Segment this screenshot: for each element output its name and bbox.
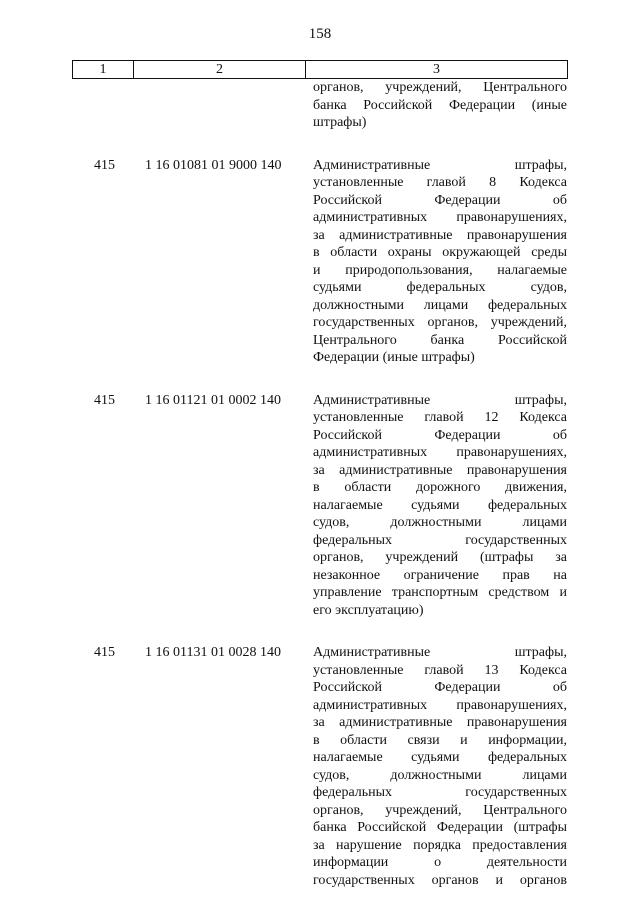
description-line: за нарушение порядка предоставления	[313, 837, 567, 853]
table-row	[0, 157, 640, 367]
description-line: судьями федеральных судов,	[313, 280, 567, 295]
description-line: в области охраны окружающей среды	[313, 245, 567, 260]
description-line: административных правонарушениях,	[313, 697, 567, 713]
admin-code: 415	[94, 645, 115, 660]
description-line: незаконное ограничение прав на	[313, 567, 567, 583]
description-line: федеральных государственных	[313, 532, 567, 548]
description-line: должностными лицами федеральных	[313, 297, 567, 313]
table-row	[0, 644, 640, 889]
continuation-description	[313, 79, 567, 132]
row-description	[313, 644, 567, 889]
description-line: Административные штрафы,	[313, 157, 567, 173]
description-line: органов, учреждений, Центрального	[313, 802, 567, 818]
description-line: в области связи и информации,	[313, 732, 567, 748]
description-line: налагаемые судьями федеральных	[313, 497, 567, 513]
admin-code: 415	[94, 157, 115, 173]
description-line: Федерации (иные штрафы)	[313, 350, 475, 365]
description-line: Российской Федерации об	[313, 680, 567, 695]
description-line: административных правонарушениях,	[313, 445, 567, 460]
description-line: за административные правонарушения	[313, 462, 567, 478]
continuation-row	[0, 79, 640, 132]
kbk-code: 1 16 01121 01 0002 140	[145, 392, 281, 408]
description-line: и природопользования, налагаемые	[313, 262, 567, 278]
description-line: его эксплуатацию)	[313, 602, 424, 618]
column-header-1: 1	[73, 61, 134, 78]
description-line: налагаемые судьями федеральных	[313, 750, 567, 765]
description-line: за административные правонарушения	[313, 227, 567, 243]
row-description	[313, 392, 567, 620]
description-line: штрафы)	[313, 115, 367, 130]
description-line: банка Российской Федерации (иные	[313, 97, 567, 113]
column-header-row	[72, 60, 568, 79]
description-line: установленные главой 13 Кодекса	[313, 662, 567, 678]
description-line: банка Российской Федерации (штрафы	[313, 820, 567, 835]
description-line: за административные правонарушения	[313, 715, 567, 730]
column-header-3: 3	[433, 62, 440, 77]
kbk-code: 1 16 01131 01 0028 140	[145, 645, 281, 660]
description-line: судов, должностными лицами	[313, 515, 567, 530]
row-description	[313, 157, 567, 367]
description-line: установленные главой 8 Кодекса	[313, 175, 567, 190]
description-line: Административные штрафы,	[313, 645, 567, 660]
description-line: установленные главой 12 Кодекса	[313, 410, 567, 425]
kbk-code: 1 16 01081 01 9000 140	[145, 157, 282, 173]
admin-code: 415	[94, 392, 115, 408]
table-body	[0, 79, 640, 889]
table-row	[0, 392, 640, 620]
description-line: в области дорожного движения,	[313, 480, 567, 495]
description-line: органов, учреждений (штрафы за	[313, 550, 567, 565]
description-line: Административные штрафы,	[313, 392, 567, 408]
column-header-2: 2	[134, 61, 306, 78]
description-line: федеральных государственных	[313, 785, 567, 800]
description-line: государственных органов, учреждений,	[313, 315, 567, 330]
description-line: Российской Федерации об	[313, 192, 567, 208]
description-line: государственных органов и органов	[313, 872, 567, 888]
description-line: органов, учреждений, Центрального	[313, 80, 567, 95]
description-line: Центрального банка Российской	[313, 332, 567, 348]
description-line: информации о деятельности	[313, 855, 567, 870]
description-line: управление транспортным средством и	[313, 585, 567, 600]
description-line: Российской Федерации об	[313, 427, 567, 443]
page-number: 158	[308, 26, 332, 42]
description-line: административных правонарушениях,	[313, 210, 567, 225]
description-line: судов, должностными лицами	[313, 767, 567, 783]
